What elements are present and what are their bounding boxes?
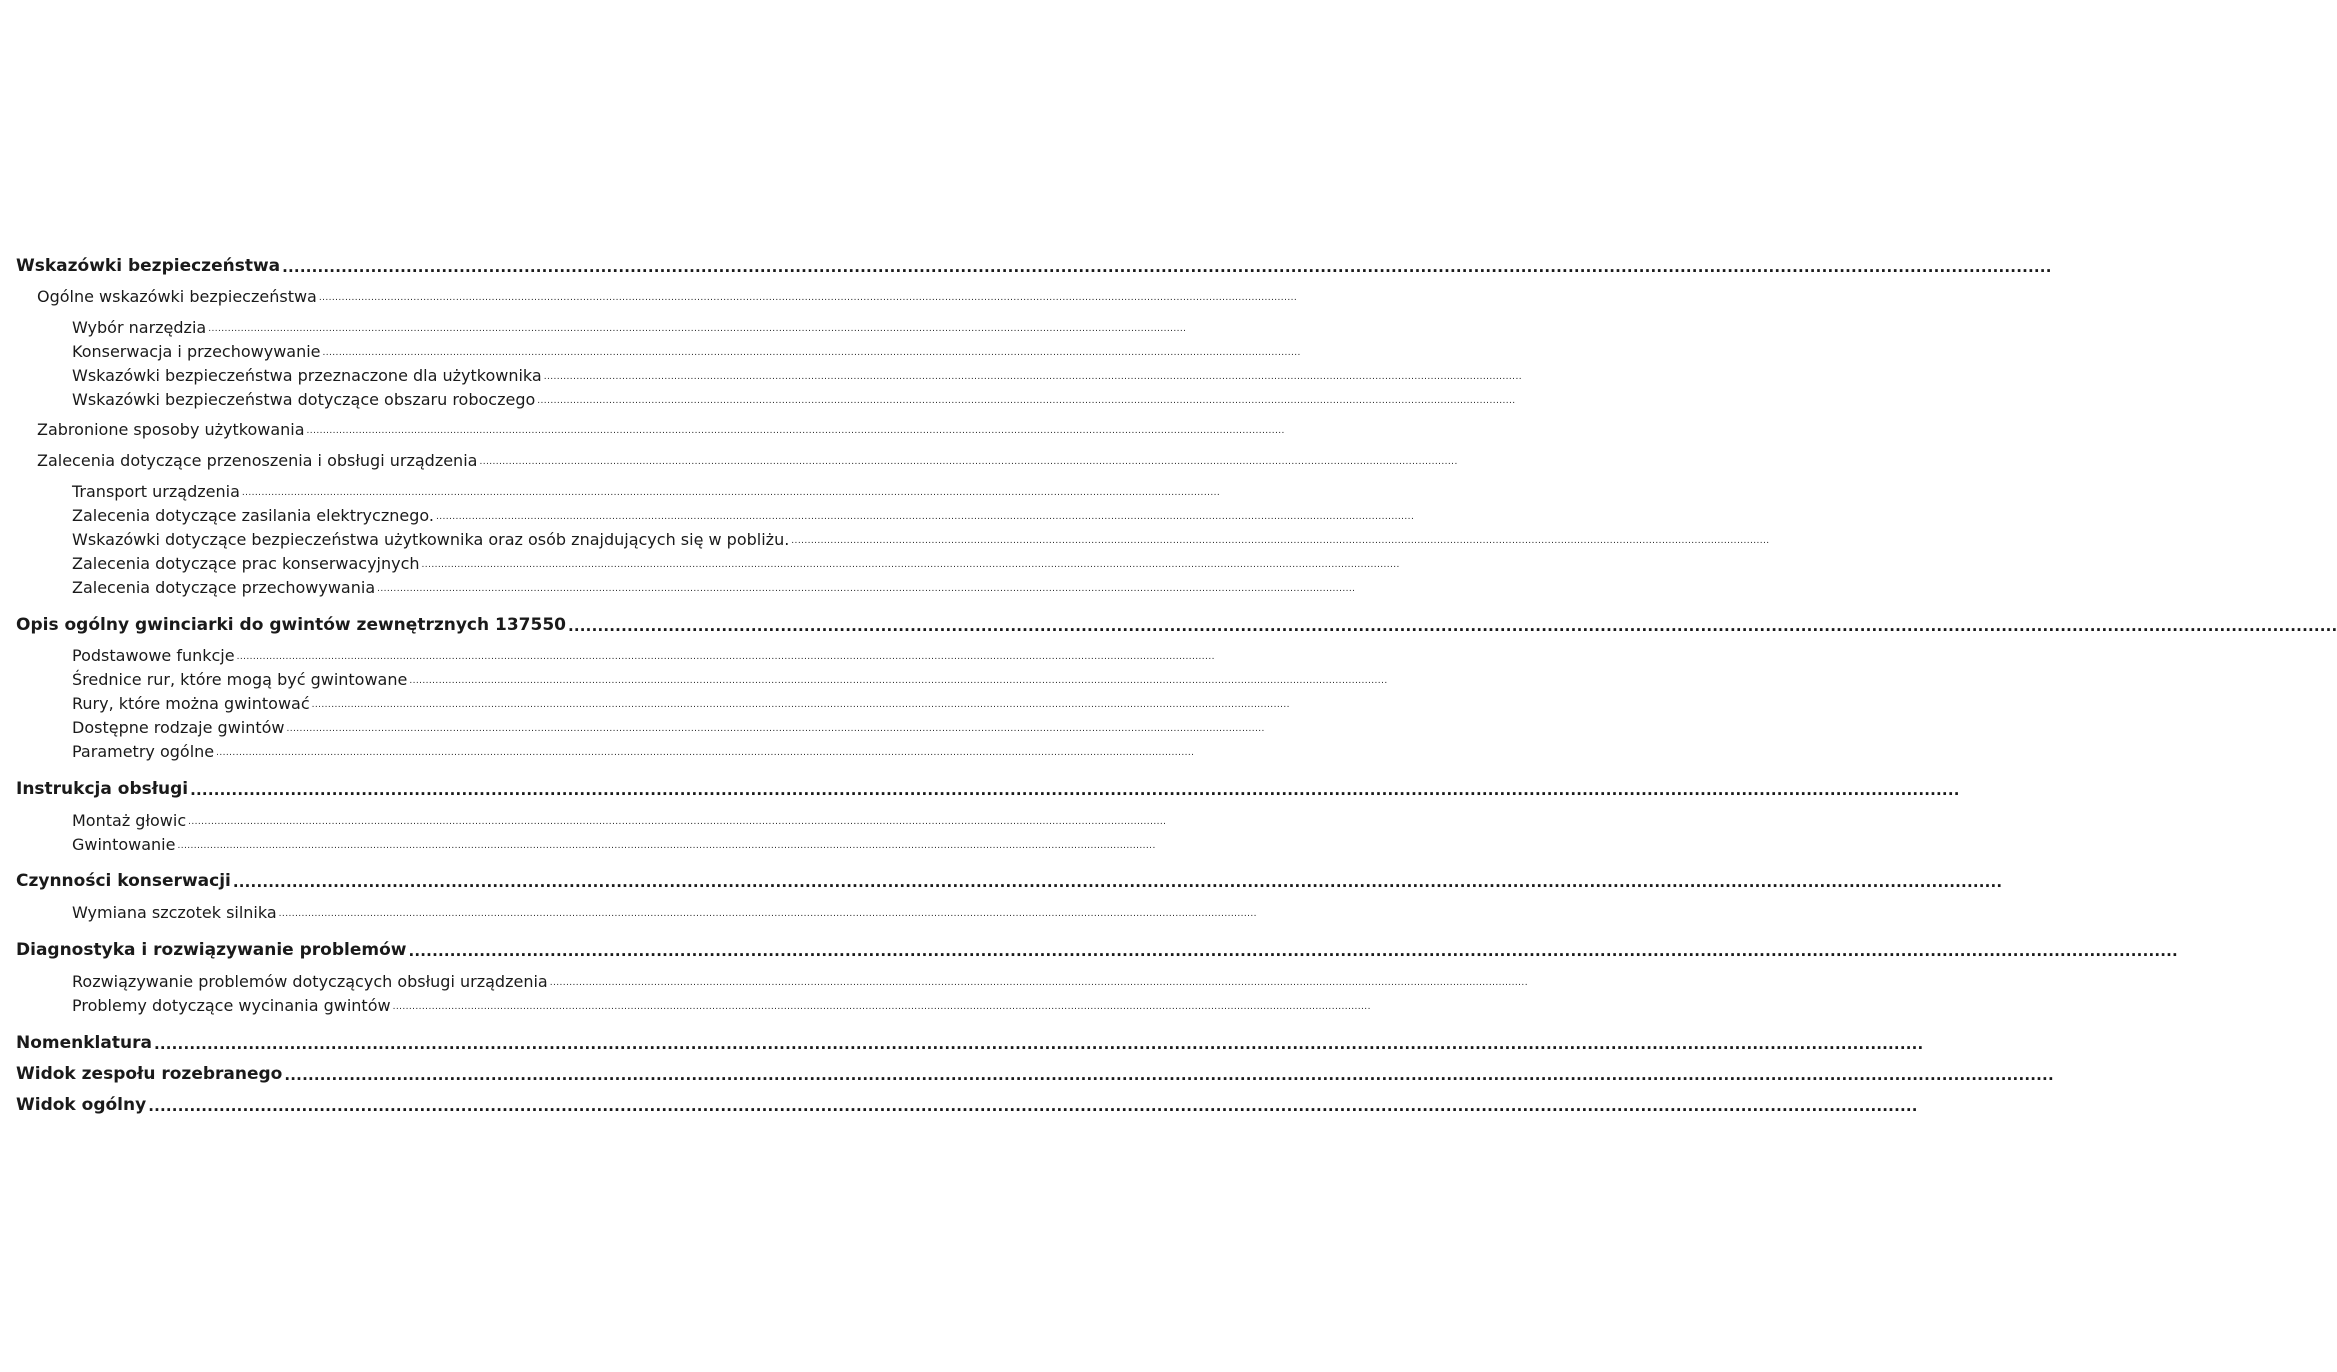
toc-section-entry[interactable] (16, 867, 2003, 891)
dot-leader: ............................................................................................................................................................................................................................................................................................................ (543, 372, 1522, 382)
toc-entry-label: Instrukcja obsługi (16, 779, 189, 799)
toc-entry-label: Montaż głowic (72, 811, 187, 830)
toc-item-entry[interactable] (72, 337, 1301, 361)
toc-subsection-entry[interactable] (37, 415, 1285, 439)
toc-item-entry[interactable] (72, 361, 1522, 385)
toc-entry-label: Transport urządzenia (72, 482, 240, 501)
toc-entry-label: Zalecenia dotyczące przechowywania (72, 578, 376, 597)
toc-subsection-entry[interactable] (37, 282, 1298, 306)
toc-entry-label: Wskazówki bezpieczeństwa przeznaczone dla użytkownika (72, 366, 542, 385)
toc-entry-label: Czynności konserwacji (16, 871, 231, 891)
dot-leader: ............................................................................................................................................................................................................................................................................................................ (791, 536, 1770, 546)
toc-item-entry[interactable] (72, 665, 1388, 689)
toc-item-entry[interactable] (72, 477, 1221, 501)
toc-entry-label: Podstawowe funkcje (72, 646, 235, 665)
toc-item-entry[interactable] (72, 898, 1257, 922)
dot-leader: ............................................................................................................................................................................................................................................................................................................ (286, 724, 1265, 734)
toc-subsection-entry[interactable] (37, 446, 1458, 470)
toc-entry-label: Zabronione sposoby użytkowania (37, 420, 305, 439)
toc-entry-label: Diagnostyka i rozwiązywanie problemów (16, 940, 407, 960)
toc-item-entry[interactable] (72, 385, 1516, 409)
toc-entry-label: Zalecenia dotyczące przenoszenia i obsługi urządzenia (37, 451, 478, 470)
dot-leader: ............................................................................................................................................................................................................................................................................................................ (282, 258, 2052, 276)
toc-entry-label: Ogólne wskazówki bezpieczeństwa (37, 287, 317, 306)
dot-leader: ............................................................................................................................................................................................................................................................................................................ (284, 1066, 2054, 1084)
toc-item-entry[interactable] (72, 991, 1371, 1015)
dot-leader: ............................................................................................................................................................................................................................................................................................................ (549, 978, 1528, 988)
toc-entry-label: Nomenklatura (16, 1033, 152, 1053)
dot-leader: ............................................................................................................................................................................................................................................................................................................ (177, 841, 1156, 851)
toc-entry-label: Rury, które można gwintować (72, 694, 310, 713)
toc-section-entry[interactable] (16, 936, 2178, 960)
toc-section-entry[interactable] (16, 611, 2337, 635)
dot-leader: ............................................................................................................................................................................................................................................................................................................ (188, 817, 1167, 827)
toc-entry-label: Gwintowanie (72, 835, 176, 854)
dot-leader: ............................................................................................................................................................................................................................................................................................................ (421, 560, 1400, 570)
dot-leader: ............................................................................................................................................................................................................................................................................................................ (232, 873, 2003, 891)
dot-leader: ............................................................................................................................................................................................................................................................................................................ (216, 748, 1195, 758)
toc-item-entry[interactable] (72, 501, 1415, 525)
toc-entry-label: Wskazówki bezpieczeństwa dotyczące obszaru roboczego (72, 390, 536, 409)
toc-entry-label: Konserwacja i przechowywanie (72, 342, 321, 361)
toc-section-entry[interactable] (16, 1060, 2054, 1084)
toc-item-entry[interactable] (72, 525, 1770, 549)
toc-item-entry[interactable] (72, 806, 1167, 830)
toc-section-entry[interactable] (16, 252, 2052, 276)
toc-entry-label: Rozwiązywanie problemów dotyczących obsługi urządzenia (72, 972, 548, 991)
dot-leader: ............................................................................................................................................................................................................................................................................................................ (306, 426, 1285, 436)
dot-leader: ............................................................................................................................................................................................................................................................................................................ (435, 512, 1415, 522)
toc-entry-label: Wskazówki dotyczące bezpieczeństwa użytkownika oraz osób znajdujących się w pobliżu. (72, 530, 790, 549)
dot-leader: ............................................................................................................................................................................................................................................................................................................ (148, 1097, 1918, 1115)
dot-leader: ............................................................................................................................................................................................................................................................................................................ (377, 584, 1356, 594)
toc-entry-label: Zalecenia dotyczące prac konserwacyjnych (72, 554, 420, 573)
toc-entry-label: Wymiana szczotek silnika (72, 903, 277, 922)
toc-entry-label: Opis ogólny gwinciarki do gwintów zewnętrznych 137550 (16, 615, 566, 635)
toc-entry-label: Wskazówki bezpieczeństwa (16, 256, 281, 276)
toc-item-entry[interactable] (72, 549, 1400, 573)
toc-section-entry[interactable] (16, 1091, 1918, 1115)
dot-leader: ............................................................................................................................................................................................................................................................................................................ (537, 396, 1516, 406)
toc-item-entry[interactable] (72, 641, 1215, 665)
toc-entry-label: Parametry ogólne (72, 742, 215, 761)
toc-item-entry[interactable] (72, 689, 1290, 713)
dot-leader: ............................................................................................................................................................................................................................................................................................................ (153, 1035, 1924, 1053)
toc-entry-label: Zalecenia dotyczące zasilania elektrycznego. (72, 506, 434, 525)
dot-leader: ............................................................................................................................................................................................................................................................................................................ (479, 457, 1458, 467)
dot-leader: ............................................................................................................................................................................................................................................................................................................ (241, 488, 1221, 498)
dot-leader: ............................................................................................................................................................................................................................................................................................................ (236, 652, 1215, 662)
dot-leader: ............................................................................................................................................................................................................................................................................................................ (409, 676, 1388, 686)
dot-leader: ............................................................................................................................................................................................................................................................................................................ (392, 1002, 1371, 1012)
dot-leader: ............................................................................................................................................................................................................................................................................................................ (567, 617, 2337, 635)
dot-leader: ............................................................................................................................................................................................................................................................................................................ (322, 348, 1301, 358)
dot-leader: ............................................................................................................................................................................................................................................................................................................ (190, 781, 1960, 799)
toc-item-entry[interactable] (72, 830, 1156, 854)
toc-item-entry[interactable] (72, 573, 1356, 597)
toc-entry-label: Widok zespołu rozebranego (16, 1064, 283, 1084)
toc-entry-label: Wybór narzędzia (72, 318, 207, 337)
toc-item-entry[interactable] (72, 737, 1195, 761)
toc-entry-label: Dostępne rodzaje gwintów (72, 718, 285, 737)
dot-leader: ............................................................................................................................................................................................................................................................................................................ (318, 293, 1298, 303)
toc-item-entry[interactable] (72, 713, 1265, 737)
dot-leader: ............................................................................................................................................................................................................................................................................................................ (208, 324, 1187, 334)
toc-section-entry[interactable] (16, 775, 1960, 799)
dot-leader: ............................................................................................................................................................................................................................................................................................................ (408, 942, 2178, 960)
dot-leader: ............................................................................................................................................................................................................................................................................................................ (311, 700, 1290, 710)
toc-item-entry[interactable] (72, 967, 1528, 991)
toc-section-entry[interactable] (16, 1029, 1924, 1053)
toc-entry-label: Średnice rur, które mogą być gwintowane (72, 670, 408, 689)
toc-entry-label: Problemy dotyczące wycinania gwintów (72, 996, 391, 1015)
dot-leader: ............................................................................................................................................................................................................................................................................................................ (278, 909, 1257, 919)
toc-entry-label: Widok ogólny (16, 1095, 147, 1115)
toc-item-entry[interactable] (72, 313, 1187, 337)
